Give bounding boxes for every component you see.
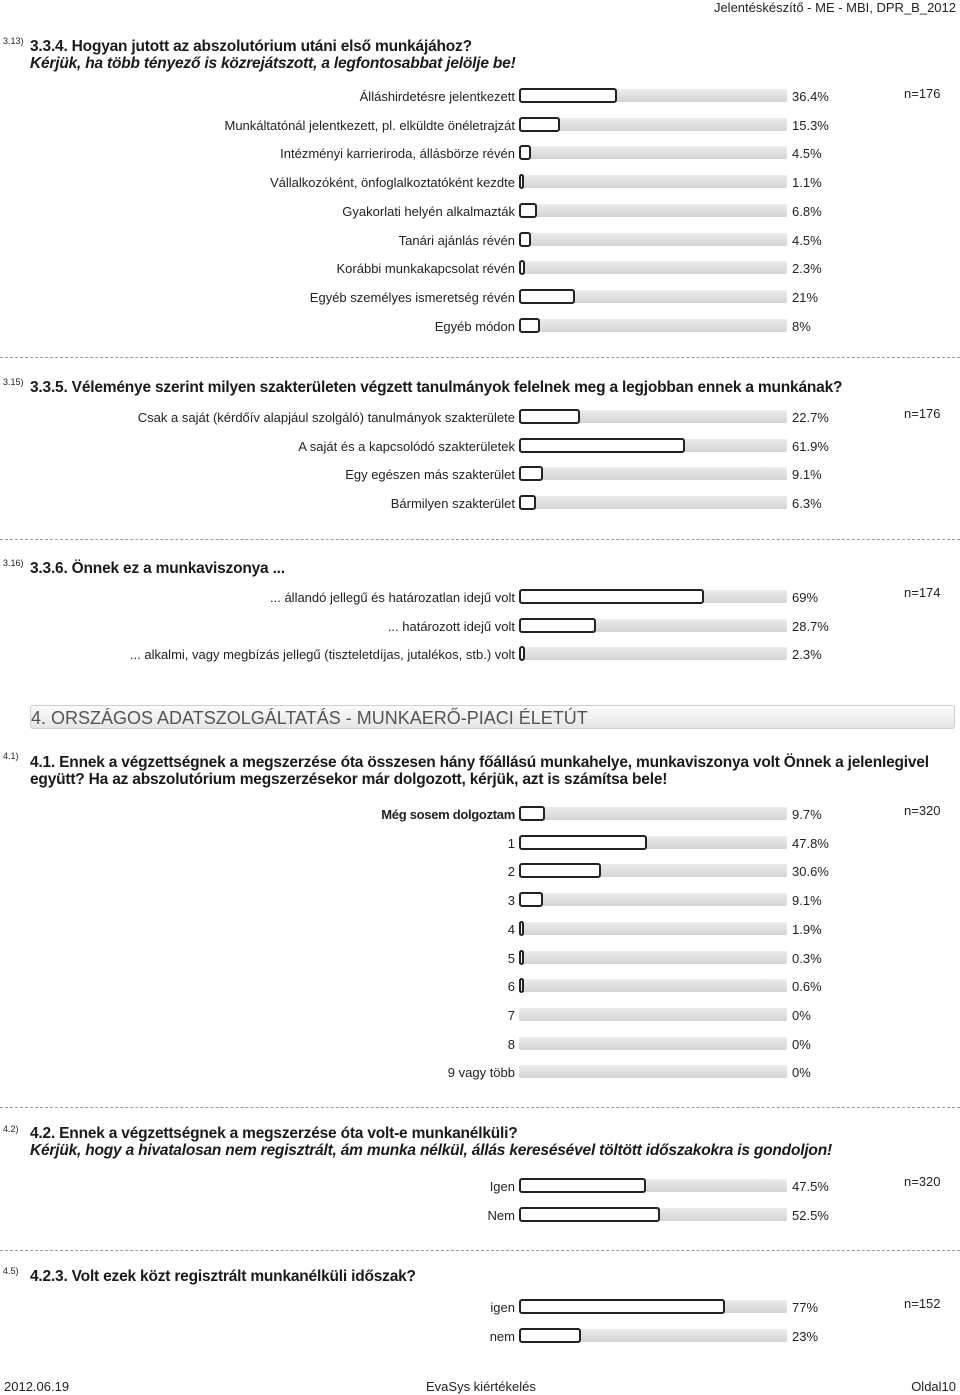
answer-percent: 6.8% — [792, 203, 822, 219]
bar-track — [519, 864, 787, 877]
answer-label: Nem — [487, 1207, 515, 1223]
question-number: 4.1) — [3, 751, 19, 761]
bar-fill — [519, 1299, 725, 1314]
answer-row — [0, 202, 960, 222]
answer-row — [0, 617, 960, 637]
question-subtitle: Kérjük, ha több tényező is közrejátszott, a legfontosabbat jelölje be! — [30, 55, 516, 72]
answer-label: Egy egészen más szakterület — [345, 467, 515, 483]
answer-percent: 22.7% — [792, 410, 829, 425]
bar-fill — [519, 1328, 581, 1343]
answer-label: igen — [490, 1300, 515, 1315]
bar-fill — [519, 806, 545, 821]
bar-track — [519, 467, 787, 480]
answer-percent: 9.1% — [792, 893, 822, 909]
question-subtitle: Kérjük, hogy a hivatalosan nem regisztrált, ám munka nélkül, állás keresésével töltött időszakokra is gondoljon! — [30, 1142, 832, 1159]
question-title: 3.3.5. Véleménye szerint milyen szakterületen végzett tanulmányok felelnek meg a legjobban ennek a munkának? — [30, 379, 843, 396]
answer-label: ... alkalmi, vagy megbízás jellegű (tiszteletdíjas, jutalékos, stb.) volt — [129, 647, 515, 663]
bar-fill — [519, 646, 525, 661]
answer-label: Csak a saját (kérdőív alapjául szolgáló) tanulmányok szakterülete — [137, 410, 515, 425]
answer-label: 1 — [507, 835, 515, 851]
question-separator — [0, 1107, 960, 1108]
bar-fill — [519, 145, 531, 160]
footer-page: Oldal10 — [911, 1379, 956, 1394]
answer-percent: 9.1% — [792, 467, 822, 483]
answer-percent: 23% — [792, 1328, 819, 1344]
sample-size: n=174 — [904, 585, 941, 600]
question-separator — [0, 1250, 960, 1251]
bar-track — [519, 410, 787, 423]
answer-row — [0, 1206, 960, 1226]
answer-label: Igen — [489, 1179, 515, 1194]
answer-label: A saját és a kapcsolódó szakterületek — [298, 438, 515, 454]
answer-percent: 69% — [792, 590, 819, 605]
answer-percent: 0% — [792, 1065, 811, 1081]
bar-fill — [519, 618, 596, 633]
answer-percent: 61.9% — [792, 438, 829, 454]
bar-track — [519, 1179, 787, 1192]
answer-row — [0, 834, 960, 854]
answer-row — [0, 87, 960, 107]
question-number: 3.16) — [3, 558, 24, 568]
sample-size: n=176 — [904, 406, 941, 421]
bar-fill — [519, 835, 647, 850]
answer-row — [0, 1006, 960, 1026]
answer-row — [0, 144, 960, 164]
answer-row — [0, 645, 960, 665]
bar-fill — [519, 950, 524, 965]
answer-percent: 9.7% — [792, 807, 822, 822]
bar-track — [519, 807, 787, 820]
answer-label: 2 — [507, 864, 515, 880]
answer-label: Munkáltatónál jelentkezett, pl. elküldte önéletrajzát — [224, 117, 515, 133]
answer-row — [0, 465, 960, 485]
bar-fill — [519, 863, 601, 878]
footer-app: EvaSys kiértékelés — [426, 1379, 536, 1394]
answer-percent: 47.5% — [792, 1179, 829, 1194]
answer-row — [0, 437, 960, 457]
question-title: 4.1. Ennek a végzettségnek a megszerzése óta összesen hány főállású munkahelye, munkaviszonya volt Önnek a jelenlegivel együtt? Ha az abszolutórium megszerzésekor már dolgozott, kérjük, azt is számítsa bele! — [30, 754, 929, 788]
bar-fill — [519, 921, 524, 936]
answer-label: 5 — [507, 950, 515, 966]
bar-track — [519, 204, 787, 217]
answer-label: ... állandó jellegű és határozatlan idejű volt — [270, 590, 515, 605]
answer-label: Intézményi karrieriroda, állásbörze révén — [280, 146, 515, 162]
question-title: 3.3.6. Önnek ez a munkaviszonya ... — [30, 560, 285, 577]
answer-label: nem — [489, 1328, 515, 1344]
report-header: Jelentéskészítő - ME - MBI, DPR_B_2012 — [713, 0, 956, 15]
answer-label: Gyakorlati helyén alkalmazták — [342, 203, 515, 219]
answer-percent: 8% — [792, 318, 811, 334]
bar-track — [519, 290, 787, 303]
answer-row — [0, 1327, 960, 1347]
answer-label: Korábbi munkakapcsolat révén — [336, 261, 515, 277]
answer-percent: 21% — [792, 289, 819, 305]
answer-percent: 30.6% — [792, 864, 829, 880]
bar-fill — [519, 260, 525, 275]
bar-track — [519, 1329, 787, 1342]
bar-track — [519, 1065, 787, 1078]
answer-row — [0, 259, 960, 279]
bar-track — [519, 496, 787, 509]
answer-percent: 4.5% — [792, 146, 822, 162]
answer-label: 4 — [507, 921, 515, 937]
footer-date: 2012.06.19 — [4, 1379, 70, 1394]
bar-fill — [519, 1207, 660, 1222]
answer-row — [0, 588, 960, 608]
answer-percent: 4.5% — [792, 232, 822, 248]
bar-track — [519, 89, 787, 102]
answer-label: Vállalkozóként, önfoglalkoztatóként kezdte — [270, 175, 515, 191]
answer-row — [0, 891, 960, 911]
answer-row — [0, 949, 960, 969]
answer-percent: 52.5% — [792, 1207, 829, 1223]
answer-percent: 15.3% — [792, 117, 829, 133]
question-title: 4.2.3. Volt ezek közt regisztrált munkanélküli időszak? — [30, 1268, 416, 1285]
answer-percent: 0% — [792, 1036, 811, 1052]
question-title — [30, 1125, 950, 1159]
answer-percent: 1.1% — [792, 175, 822, 191]
question-number: 4.5) — [3, 1266, 19, 1276]
answer-percent: 0% — [792, 1007, 811, 1023]
answer-label: Egyéb módon — [434, 318, 515, 334]
answer-label: 6 — [507, 979, 515, 995]
bar-track — [519, 319, 787, 332]
answer-row — [0, 977, 960, 997]
answer-label: Még sosem dolgoztam — [381, 807, 515, 822]
answer-percent: 0.3% — [792, 950, 822, 966]
bar-fill — [519, 409, 580, 424]
answer-row — [0, 173, 960, 193]
answer-row — [0, 1298, 960, 1318]
bar-track — [519, 233, 787, 246]
bar-track — [519, 619, 787, 632]
question-title-text: 3.3.4. Hogyan jutott az abszolutórium utáni első munkájához? — [30, 38, 472, 55]
bar-track — [519, 439, 787, 452]
answer-label: Álláshirdetésre jelentkezett — [359, 89, 515, 104]
question-separator — [0, 357, 960, 358]
bar-track — [519, 893, 787, 906]
bar-fill — [519, 495, 536, 510]
answer-percent: 0.6% — [792, 979, 822, 995]
answer-row — [0, 317, 960, 337]
answer-row — [0, 1035, 960, 1055]
question-separator — [0, 539, 960, 540]
bar-fill — [519, 589, 704, 604]
answer-row — [0, 494, 960, 514]
answer-row — [0, 805, 960, 825]
answer-label: 3 — [507, 893, 515, 909]
answer-label: Tanári ajánlás révén — [398, 232, 515, 248]
answer-label: 9 vagy több — [447, 1065, 515, 1081]
bar-fill — [519, 203, 537, 218]
question-title-text: 4.2. Ennek a végzettségnek a megszerzése óta volt-e munkanélküli? — [30, 1125, 518, 1142]
bar-track — [519, 979, 787, 992]
bar-track — [519, 836, 787, 849]
bar-track — [519, 590, 787, 603]
bar-track — [519, 951, 787, 964]
section-header: 4. ORSZÁGOS ADATSZOLGÁLTATÁS - MUNKAERŐ-PIACI ÉLETÚT — [30, 705, 955, 729]
answer-percent: 2.3% — [792, 647, 822, 663]
answer-label: ... határozott idejű volt — [387, 618, 515, 634]
answer-label: 8 — [507, 1036, 515, 1052]
sample-size: n=320 — [904, 803, 941, 818]
sample-size: n=152 — [904, 1296, 941, 1311]
bar-fill — [519, 88, 617, 103]
question-number: 4.2) — [3, 1124, 19, 1134]
answer-row — [0, 1177, 960, 1197]
answer-row — [0, 231, 960, 251]
bar-track — [519, 647, 787, 660]
bar-track — [519, 118, 787, 131]
bar-fill — [519, 232, 531, 247]
answer-row — [0, 862, 960, 882]
answer-percent: 47.8% — [792, 835, 829, 851]
answer-label: Egyéb személyes ismeretség révén — [309, 289, 515, 305]
question-number: 3.13) — [3, 36, 24, 46]
bar-fill — [519, 438, 685, 453]
sample-size: n=176 — [904, 86, 941, 101]
answer-percent: 28.7% — [792, 618, 829, 634]
answer-percent: 2.3% — [792, 261, 822, 277]
sample-size: n=320 — [904, 1174, 941, 1189]
answer-percent: 6.3% — [792, 496, 822, 512]
bar-track — [519, 922, 787, 935]
bar-fill — [519, 318, 540, 333]
bar-track — [519, 261, 787, 274]
bar-track — [519, 146, 787, 159]
answer-percent: 36.4% — [792, 89, 829, 104]
question-number: 3.15) — [3, 377, 24, 387]
bar-fill — [519, 1178, 646, 1193]
bar-fill — [519, 892, 543, 907]
bar-track — [519, 1037, 787, 1050]
answer-row — [0, 408, 960, 428]
bar-track — [519, 1300, 787, 1313]
answer-label: Bármilyen szakterület — [390, 496, 515, 512]
bar-track — [519, 1008, 787, 1021]
answer-label: 7 — [507, 1007, 515, 1023]
bar-fill — [519, 117, 560, 132]
bar-fill — [519, 978, 524, 993]
answer-percent: 1.9% — [792, 921, 822, 937]
answer-percent: 77% — [792, 1300, 819, 1315]
answer-row — [0, 920, 960, 940]
answer-row — [0, 1063, 960, 1083]
question-title — [30, 38, 950, 72]
bar-fill — [519, 289, 575, 304]
answer-row — [0, 116, 960, 136]
bar-track — [519, 1208, 787, 1221]
bar-track — [519, 175, 787, 188]
bar-fill — [519, 174, 524, 189]
answer-row — [0, 288, 960, 308]
bar-fill — [519, 466, 543, 481]
